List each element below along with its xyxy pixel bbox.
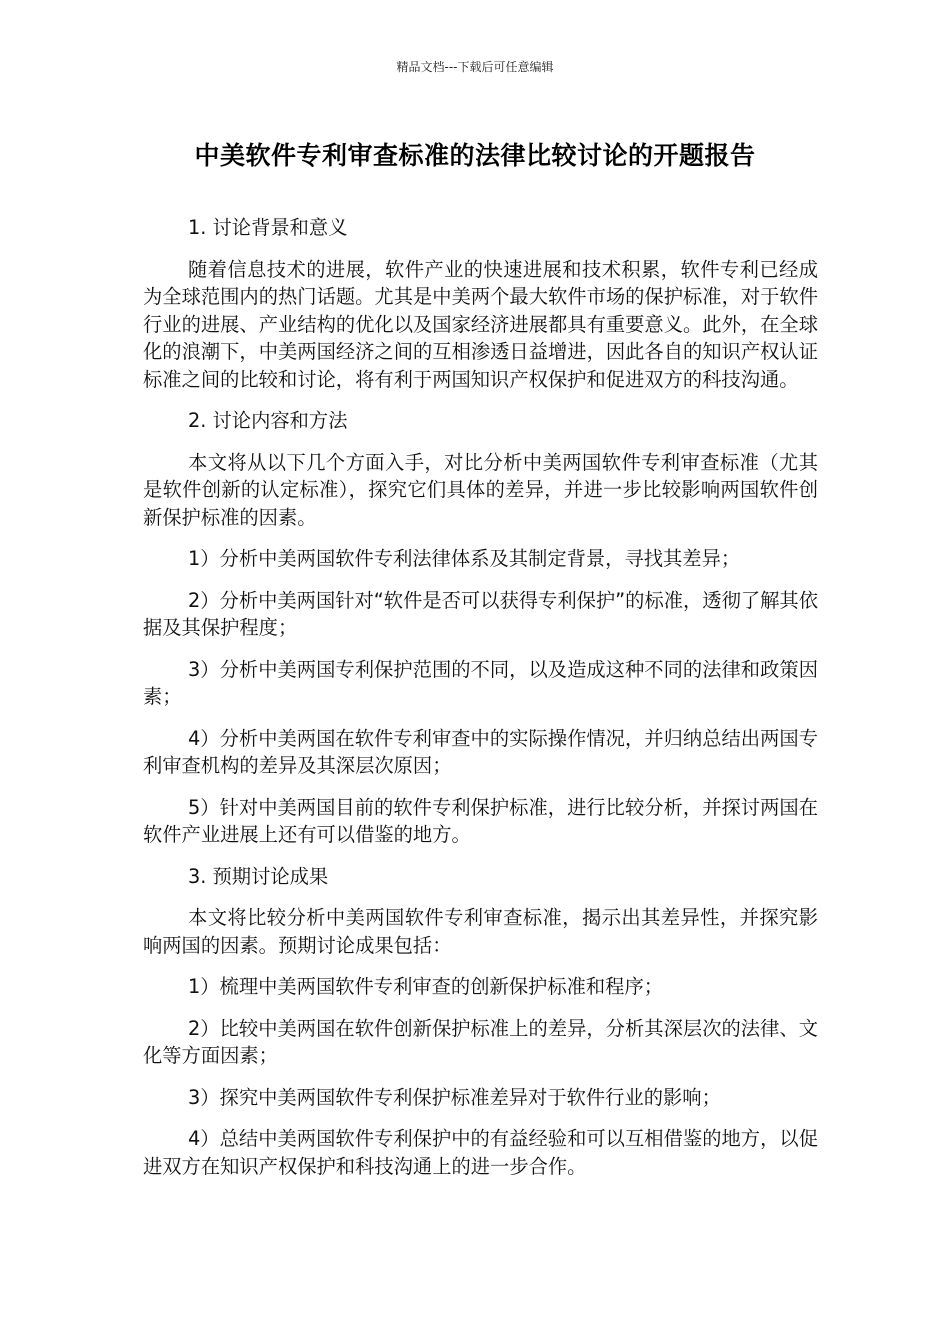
document-body [143, 214, 818, 1194]
list-item-method-4: 4）分析中美两国在软件专利审查中的实际操作情况，并归纳总结出两国专利审查机构的差异及其深层次原因； [143, 726, 818, 777]
paragraph-content-method: 本文将从以下几个方面入手，对比分析中美两国软件专利审查标准（尤其是软件创新的认定标准），探究它们具体的差异，并进一步比较影响两国软件创新保护标准的因素。 [143, 450, 818, 529]
list-item-method-1: 1）分析中美两国软件专利法律体系及其制定背景，寻找其差异； [188, 547, 741, 570]
section-heading-background: 1. 讨论背景和意义 [188, 216, 348, 239]
list-item-result-4: 4）总结中美两国软件专利保护中的有益经验和可以互相借鉴的地方，以促进双方在知识产权保护和科技沟通上的进一步合作。 [143, 1127, 818, 1178]
list-item-result-3: 3）探究中美两国软件专利保护标准差异对于软件行业的影响； [188, 1085, 721, 1109]
list-item-method-2: 2）分析中美两国针对“软件是否可以获得专利保护”的标准，透彻了解其依据及其保护程度； [143, 588, 818, 639]
section-heading-content-method: 2. 讨论内容和方法 [188, 409, 348, 432]
paragraph-background: 随着信息技术的进展，软件产业的快速进展和技术积累，软件专利已经成为全球范围内的热门话题。尤其是中美两个最大软件市场的保护标准，对于软件行业的进展、产业结构的优化以及国家经济进展都具有重要意义。此外，在全球化的浪潮下，中美两国经济之间的互相渗透日益增进，因此各自的知识产权认证标准之间的比较和讨论，将有利于两国知识产权保护和促进双方的科技沟通。 [143, 257, 818, 391]
list-item-method-3: 3）分析中美两国专利保护范围的不同，以及造成这种不同的法律和政策因素； [143, 657, 818, 708]
list-item-method-5: 5）针对中美两国目前的软件专利保护标准，进行比较分析，并探讨两国在软件产业进展上还有可以借鉴的地方。 [143, 795, 818, 846]
list-item-result-2: 2）比较中美两国在软件创新保护标准上的差异，分析其深层次的法律、文化等方面因素； [143, 1016, 818, 1067]
list-item-result-1: 1）梳理中美两国软件专利审查的创新保护标准和程序； [188, 975, 664, 998]
paragraph-expected-results: 本文将比较分析中美两国软件专利审查标准，揭示出其差异性，并探究影响两国的因素。预期讨论成果包括： [143, 906, 818, 957]
document-title: 中美软件专利审查标准的法律比较讨论的开题报告 [194, 141, 756, 170]
page-header-note: 精品文档---下载后可任意编辑 [396, 60, 554, 74]
section-heading-expected-results: 3. 预期讨论成果 [188, 864, 329, 888]
